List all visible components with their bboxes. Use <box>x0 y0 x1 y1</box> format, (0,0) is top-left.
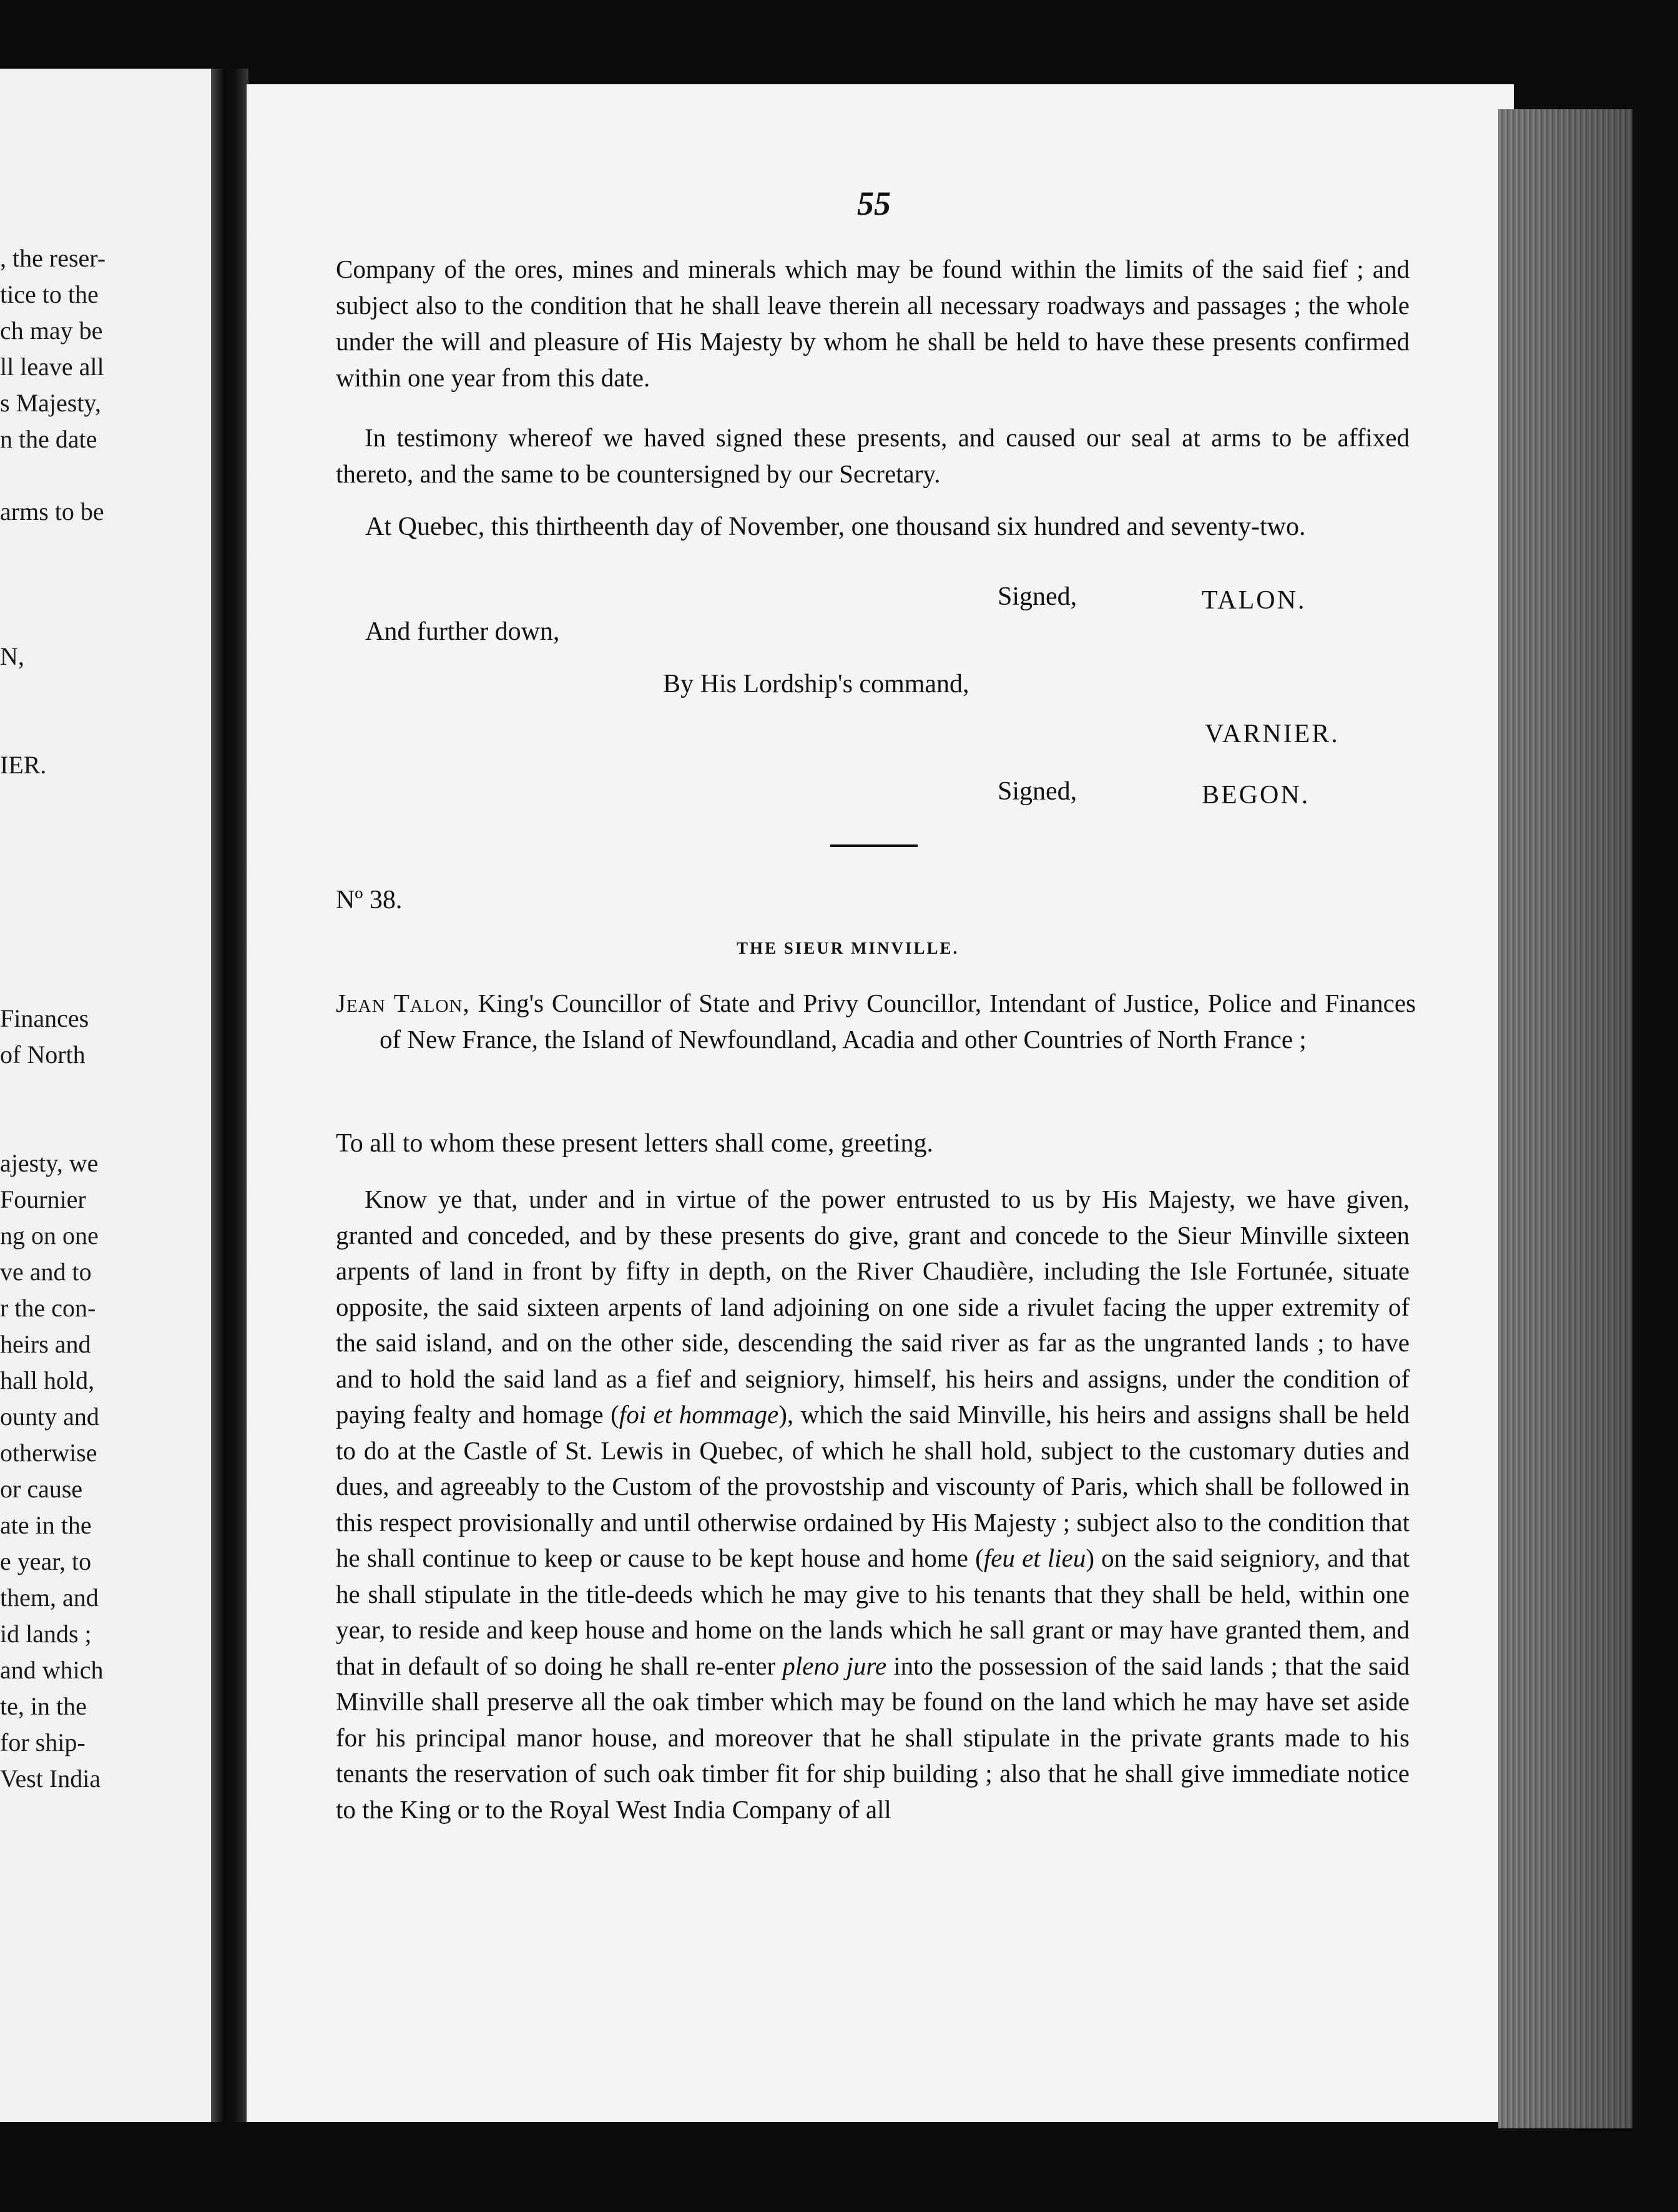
facing-page-line: Fournier <box>0 1185 86 1213</box>
greeting-line: To all to whom these present letters shall come, greeting. <box>336 1129 933 1158</box>
facing-page-line: ajesty, we <box>0 1149 99 1177</box>
testimony-paragraph: In testimony whereof we haved signed these presents, and caused our seal at arms to be affixed thereto, and the same to be countersigned by our Secretary. <box>336 423 1410 488</box>
facing-page-line: them, and <box>0 1583 99 1612</box>
document-number: Nº 38. <box>336 886 403 914</box>
grantor-paragraph: Jean Talon, King's Councillor of State and Privy Councillor, Intendant of Justice, Police and Finances of New France, the Island of Newfoundland, Acadia and other Countries of North France ; <box>336 989 1416 1054</box>
latin-phrase: foi et hommage <box>619 1400 779 1429</box>
signature-varnier: VARNIER. <box>1205 720 1340 748</box>
facing-page-line: arms to be <box>0 497 104 526</box>
document-title: THE SIEUR MINVILLE. <box>737 939 959 957</box>
section-divider <box>830 844 918 847</box>
signature-talon: TALON. <box>1202 586 1307 615</box>
facing-page-line: ch may be <box>0 316 103 345</box>
facing-page-line: tice to the <box>0 280 99 308</box>
facing-page-line: ounty and <box>0 1402 99 1431</box>
facing-page-line: hall hold, <box>0 1366 95 1394</box>
grant-body-paragraph: Know ye that, under and in virtue of the power entrusted to us by His Majesty, we have given, granted and conceded, and by these presents do give, grant and concede to the Sieur Minville sixteen arpents of land in front by fifty in depth, on the River Chaudière, including the Isle Fortunée, situate opposite, the said sixteen arpents of land adjoining on one side a rivulet facing the upper extremity of the said island, and on the other side, descending the said river as far as the ungranted lands ; to have and to hold the said land as a fief and seigniory, himself, his heirs and assigns, under the condition of paying fealty and homage (foi et hommage), which the said Minville, his heirs and assigns shall be held to do at the Castle of St. Lewis in Quebec, of which he shall hold, subject to the customary duties and dues, and agreeably to the Custom of the provostship and viscounty of Paris, which shall be followed in this respect provisionally and until otherwise ordained by His Majesty ; subject also to the condition that he shall continue to keep or cause to be kept house and home (feu et lieu) on the said seigniory, and that he shall stipulate in the title-deeds which he may give to his tenants that they shall be held, within one year, to reside and keep house and home on the lands which he sall grant or may have granted them, and that in default of so doing he shall re-enter pleno jure into the possession of the said lands ; that the said Minville shall preserve all the oak timber which may be found on the land which he may have set aside for his principal manor house, and moreover that he shall stipulate in the private grants made to his tenants the reservation of such oak timber fit for ship building ; also that he shall give immediate notice to the King or to the Royal West India Company of all <box>336 1185 1410 1824</box>
dateline: At Quebec, this thirtheenth day of November, one thousand six hundred and seventy-two. <box>365 512 1306 541</box>
latin-phrase: feu et lieu <box>983 1544 1086 1572</box>
facing-page-line: heirs and <box>0 1330 91 1358</box>
facing-page-line: of North <box>0 1040 86 1069</box>
signed-label: Signed, <box>998 777 1077 806</box>
facing-page-line: ve and to <box>0 1258 92 1286</box>
facing-page-line: s Majesty, <box>0 389 101 417</box>
facing-page-line: id lands ; <box>0 1620 92 1648</box>
page-number: 55 <box>857 185 891 222</box>
facing-page-line: n the date <box>0 425 97 453</box>
facing-page-line: ng on one <box>0 1221 99 1250</box>
signed-label: Signed, <box>998 582 1077 611</box>
facing-page-line: Vest India <box>0 1764 101 1793</box>
facing-page-line: ll leave all <box>0 353 104 381</box>
facing-page-line: , the reser- <box>0 244 106 272</box>
command-line: By His Lordship's command, <box>663 670 969 698</box>
book-spine <box>211 69 248 2122</box>
facing-page-line: r the con- <box>0 1294 96 1322</box>
further-down-note: And further down, <box>365 617 560 646</box>
continuation-paragraph: Company of the ores, mines and minerals which may be found within the limits of the said fief ; and subject also to the condition that he shall leave therein all necessary roadways and passages ; the whole under the will and pleasure of His Majesty by whom he shall be held to have these presents confirmed within one year from this date. <box>336 255 1410 392</box>
facing-page-line: for ship- <box>0 1728 86 1756</box>
facing-page-line: ate in the <box>0 1511 92 1539</box>
facing-page-line: e year, to <box>0 1547 92 1575</box>
facing-page-line: N, <box>0 642 24 670</box>
facing-page-line: otherwise <box>0 1439 97 1467</box>
grantor-name: Jean Talon, <box>336 989 470 1017</box>
facing-page <box>0 69 218 2122</box>
facing-page-line: and which <box>0 1656 104 1684</box>
latin-phrase: pleno jure <box>782 1651 887 1680</box>
facing-page-line: or cause <box>0 1475 83 1503</box>
signature-begon: BEGON. <box>1202 781 1310 810</box>
facing-page-line: Finances <box>0 1004 89 1032</box>
facing-page-line: IER. <box>0 751 47 779</box>
facing-page-line: te, in the <box>0 1692 87 1720</box>
